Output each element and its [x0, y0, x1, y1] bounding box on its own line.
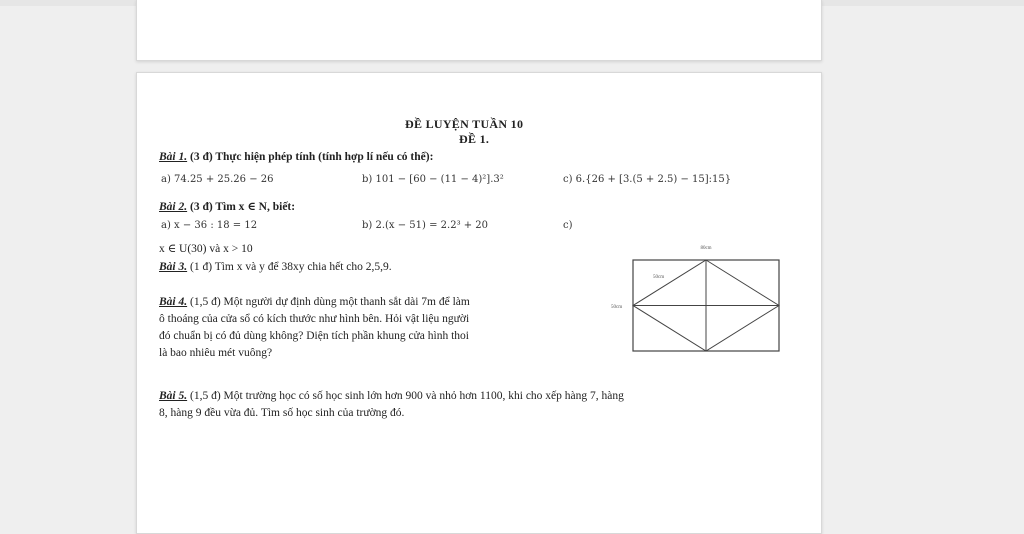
- bai3-line: [159, 261, 392, 273]
- bai2-b: b) 2.(x − 51) = 2.2³ + 20: [362, 220, 489, 231]
- bai1-heading: [159, 151, 433, 163]
- bai4-text-3: đó chuẩn bị có đủ dùng không? Diện tích phần khung cửa hình thoi: [159, 330, 469, 342]
- figure-label-top: 80cm: [700, 246, 712, 251]
- bai2-heading: [159, 199, 295, 213]
- bai1-a: a) 74.25 + 25.26 − 26: [161, 174, 274, 185]
- bai4-label: Bài 4.: [159, 296, 188, 308]
- bai5-label: Bài 5.: [159, 390, 188, 402]
- previous-page: [136, 0, 822, 61]
- bai1-label: Bài 1.: [159, 151, 188, 163]
- bai4-line1: [159, 296, 470, 308]
- bai2-label: Bài 2.: [159, 201, 188, 213]
- bai5-text-2: 8, hàng 9 đều vừa đủ. Tìm số học sinh của trường đó.: [159, 407, 405, 419]
- figure-label-diag: 50cm: [653, 275, 665, 280]
- bai1-c: c) 6.{26 + [3.(5 + 2.5) − 15]:15}: [563, 174, 732, 185]
- document-page: [136, 72, 822, 534]
- bai5-line1: [159, 390, 624, 402]
- bai2-header: (3 đ) Tìm x ∈ N, biết:: [190, 201, 296, 213]
- bai4-text-2: ô thoáng của cửa sổ có kích thước như hình bên. Hỏi vật liệu người: [159, 313, 470, 325]
- doc-title: ĐỀ LUYỆN TUẦN 10: [405, 117, 524, 131]
- bai4-text-4: là bao nhiêu mét vuông?: [159, 347, 273, 359]
- bai1-header: (3 đ) Thực hiện phép tính (tính hợp lí nếu có thể):: [190, 151, 434, 163]
- window-frame-figure: [611, 246, 781, 353]
- bai3-text: (1 đ) Tìm x và y để 38xy chia hết cho 2,5,9.: [190, 261, 392, 273]
- bai4-text-1: (1,5 đ) Một người dự định dùng một thanh sắt dài 7m để làm: [190, 296, 470, 308]
- bai1-b: b) 101 − [60 − (11 − 4)²].3²: [362, 174, 504, 185]
- bai2-d: x ∈ U(30) và x > 10: [159, 243, 253, 255]
- bai5-text-1: (1,5 đ) Một trường học có số học sinh lớn hơn 900 và nhỏ hơn 1100, khi cho xếp hàng 7, hàng: [190, 390, 624, 402]
- bai3-label: Bài 3.: [159, 261, 188, 273]
- bai2-c: c): [563, 220, 573, 231]
- figure-svg: [611, 246, 781, 353]
- doc-subtitle: ĐỀ 1.: [459, 132, 490, 146]
- bai2-a: a) x − 36 : 18 = 12: [161, 220, 258, 231]
- figure-label-side: 50cm: [611, 305, 623, 310]
